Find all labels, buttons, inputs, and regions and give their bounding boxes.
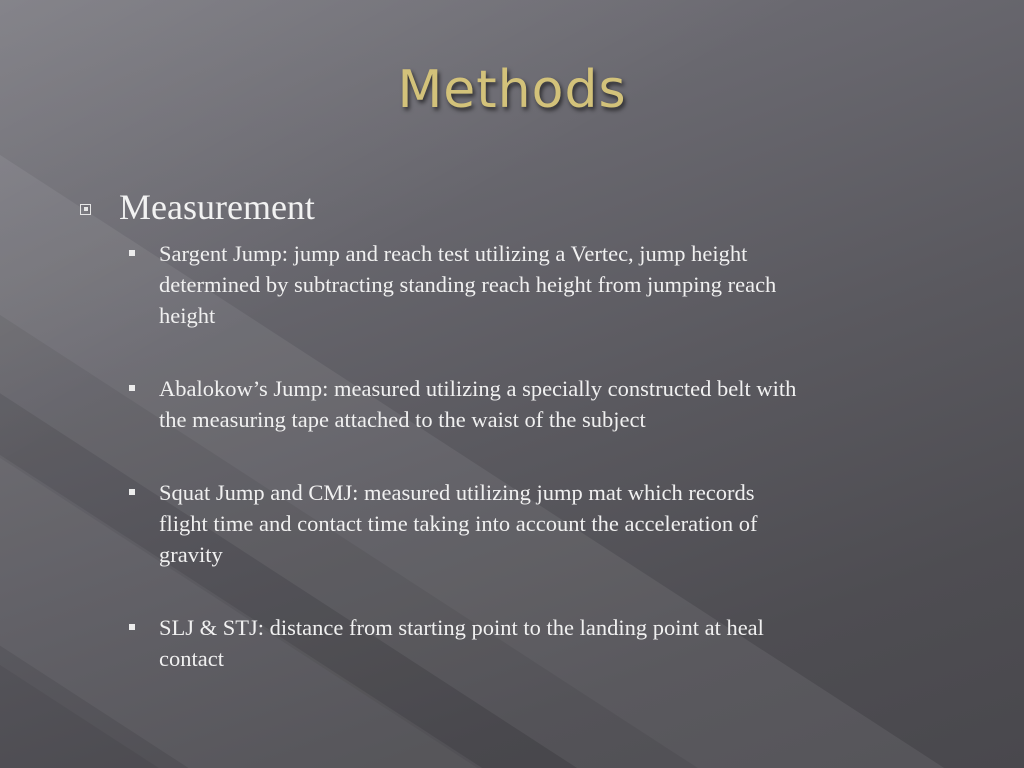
list-item-line: gravity	[159, 542, 223, 567]
bullet-list	[127, 238, 987, 674]
bullet-icon	[129, 385, 135, 391]
list-item-line: the measuring tape attached to the waist of the subject	[159, 407, 646, 432]
list-item-line: Squat Jump and CMJ: measured utilizing jump mat which records	[159, 480, 755, 505]
bullet-icon	[129, 624, 135, 630]
bullet-icon	[129, 250, 135, 256]
list-item-line: flight time and contact time taking into account the acceleration of	[159, 511, 758, 536]
list-item-line: Sargent Jump: jump and reach test utilizing a Vertec, jump height	[159, 241, 748, 266]
list-item	[127, 238, 987, 331]
list-item-line: determined by subtracting standing reach height from jumping reach	[159, 272, 777, 297]
section-heading: Measurement	[119, 187, 315, 227]
heading-bullet-row	[80, 186, 315, 228]
list-item-line: Abalokow’s Jump: measured utilizing a specially constructed belt with	[159, 376, 797, 401]
square-bullet-icon	[80, 204, 91, 215]
bullet-icon	[129, 489, 135, 495]
list-item-line: SLJ & STJ: distance from starting point to the landing point at heal	[159, 615, 764, 640]
list-item-line: contact	[159, 646, 224, 671]
list-item	[127, 477, 987, 570]
list-item	[127, 373, 987, 435]
list-item	[127, 612, 987, 674]
slide-title: Methods	[397, 60, 627, 120]
list-item-line: height	[159, 303, 216, 328]
